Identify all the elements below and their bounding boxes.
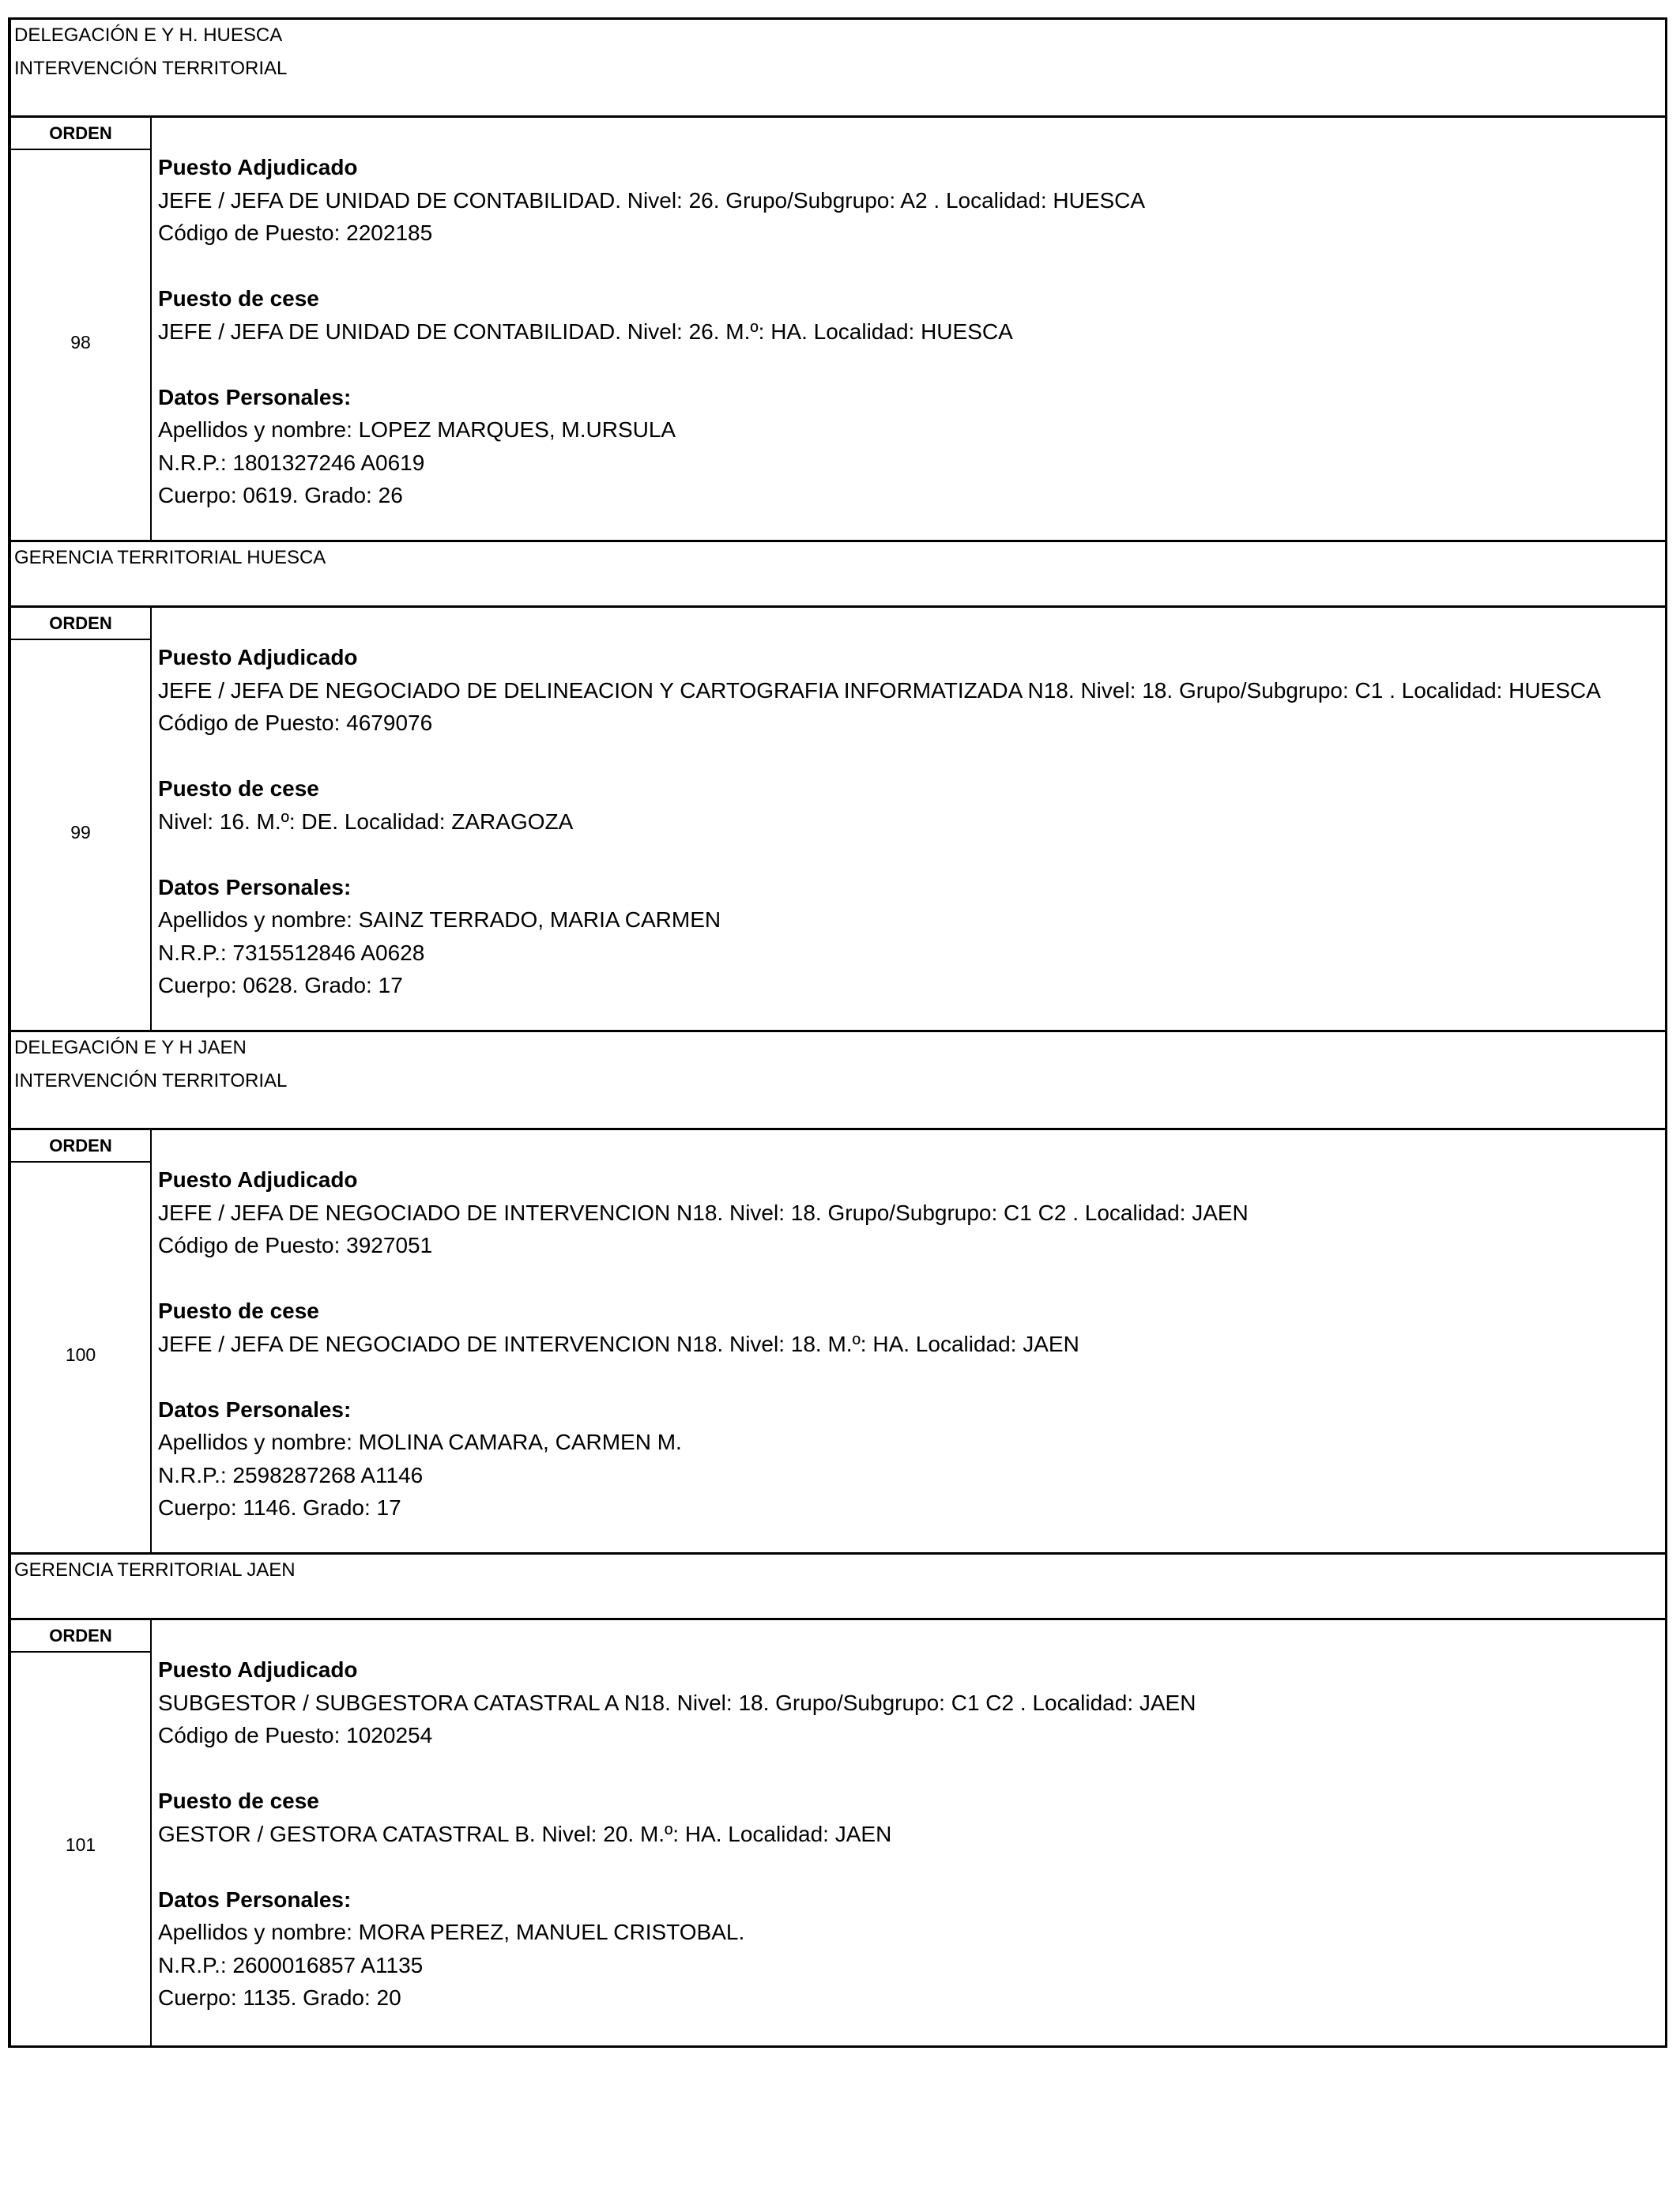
codigo-puesto: Código de Puesto: 2202185: [158, 221, 433, 245]
entry-row: [11, 118, 1665, 542]
orden-number: 101: [65, 1834, 96, 1855]
entry-content: [158, 151, 1659, 512]
apellidos-nombre: Apellidos y nombre: MOLINA CAMARA, CARMEN M.: [158, 1430, 682, 1454]
puesto-cese-description: GESTOR / GESTORA CATASTRAL B. Nivel: 20. M.º: HA. Localidad: JAEN: [158, 1821, 892, 1846]
orden-column: [11, 1130, 152, 1552]
orden-label: ORDEN: [11, 1130, 150, 1163]
organism-name: DELEGACIÓN E Y H. HUESCA: [14, 25, 283, 46]
apellidos-nombre: Apellidos y nombre: SAINZ TERRADO, MARIA CARMEN: [158, 907, 721, 932]
orden-column: [11, 1620, 152, 2045]
orden-label: ORDEN: [11, 1620, 150, 1653]
puesto-cese-title: Puesto de cese: [158, 1299, 319, 1323]
entry-content: [158, 641, 1659, 1002]
orden-number: 100: [65, 1344, 96, 1365]
puesto-adjudicado-title: Puesto Adjudicado: [158, 1657, 358, 1682]
entry-row: [11, 1620, 1665, 2045]
orden-number: 99: [70, 822, 91, 843]
puesto-adjudicado-description: JEFE / JEFA DE UNIDAD DE CONTABILIDAD. Nivel: 26. Grupo/Subgrupo: A2 . Localidad: HUESCA: [158, 187, 1146, 213]
puesto-cese-description: JEFE / JEFA DE UNIDAD DE CONTABILIDAD. Nivel: 26. M.º: HA. Localidad: HUESCA: [158, 319, 1013, 344]
organism-name: DELEGACIÓN E Y H JAEN: [14, 1037, 247, 1058]
cuerpo-grado: Cuerpo: 1146. Grado: 17: [158, 1495, 401, 1520]
puesto-cese-title: Puesto de cese: [158, 286, 319, 311]
entry-content: [158, 1163, 1659, 1525]
nrp: N.R.P.: 1801327246 A0619: [158, 450, 425, 475]
entry-content: [158, 1653, 1659, 2015]
cuerpo-grado: Cuerpo: 1135. Grado: 20: [158, 1985, 401, 2010]
cuerpo-grado: Cuerpo: 0628. Grado: 17: [158, 973, 403, 997]
organism-name: GERENCIA TERRITORIAL JAEN: [14, 1559, 296, 1581]
puesto-cese-description: Nivel: 16. M.º: DE. Localidad: ZARAGOZA: [158, 809, 574, 834]
unit-name: INTERVENCIÓN TERRITORIAL: [14, 1070, 288, 1091]
section-header: [11, 542, 1665, 608]
datos-personales-title: Datos Personales:: [158, 1397, 352, 1422]
puesto-adjudicado-description: SUBGESTOR / SUBGESTORA CATASTRAL A N18. Nivel: 18. Grupo/Subgrupo: C1 C2 . Localidad: JAEN: [158, 1690, 1196, 1715]
section-header: [11, 1555, 1665, 1620]
resolution-table: [8, 17, 1667, 2048]
orden-label: ORDEN: [11, 608, 150, 640]
codigo-puesto: Código de Puesto: 1020254: [158, 1723, 433, 1747]
nrp: N.R.P.: 2598287268 A1146: [158, 1462, 424, 1487]
puesto-adjudicado-description: JEFE / JEFA DE NEGOCIADO DE DELINEACION Y CARTOGRAFIA INFORMATIZADA N18. Nivel: 18. Grupo/Subgrupo: C1 . Localidad: HUESCA: [158, 677, 1601, 703]
puesto-cese-title: Puesto de cese: [158, 776, 319, 801]
puesto-adjudicado-title: Puesto Adjudicado: [158, 155, 358, 179]
orden-column: [11, 118, 152, 540]
unit-name: INTERVENCIÓN TERRITORIAL: [14, 58, 288, 79]
puesto-adjudicado-title: Puesto Adjudicado: [158, 1167, 358, 1192]
codigo-puesto: Código de Puesto: 4679076: [158, 711, 433, 735]
nrp: N.R.P.: 2600016857 A1135: [158, 1952, 424, 1977]
orden-column: [11, 608, 152, 1030]
codigo-puesto: Código de Puesto: 3927051: [158, 1233, 433, 1257]
orden-number: 98: [70, 332, 91, 352]
puesto-cese-description: JEFE / JEFA DE NEGOCIADO DE INTERVENCION N18. Nivel: 18. M.º: HA. Localidad: JAEN: [158, 1331, 1079, 1356]
section-header: [11, 1032, 1665, 1130]
organism-name: GERENCIA TERRITORIAL HUESCA: [14, 547, 326, 568]
apellidos-nombre: Apellidos y nombre: MORA PEREZ, MANUEL CRISTOBAL.: [158, 1920, 745, 1944]
orden-label: ORDEN: [11, 118, 150, 150]
datos-personales-title: Datos Personales:: [158, 874, 352, 899]
datos-personales-title: Datos Personales:: [158, 384, 352, 409]
entry-row: [11, 1130, 1665, 1555]
cuerpo-grado: Cuerpo: 0619. Grado: 26: [158, 483, 403, 507]
puesto-cese-title: Puesto de cese: [158, 1789, 319, 1813]
section-header: [11, 20, 1665, 118]
datos-personales-title: Datos Personales:: [158, 1887, 352, 1912]
nrp: N.R.P.: 7315512846 A0628: [158, 940, 425, 965]
entry-row: [11, 608, 1665, 1032]
puesto-adjudicado-description: JEFE / JEFA DE NEGOCIADO DE INTERVENCION N18. Nivel: 18. Grupo/Subgrupo: C1 C2 . Localidad: JAEN: [158, 1200, 1249, 1225]
puesto-adjudicado-title: Puesto Adjudicado: [158, 645, 358, 669]
apellidos-nombre: Apellidos y nombre: LOPEZ MARQUES, M.URSULA: [158, 417, 676, 442]
